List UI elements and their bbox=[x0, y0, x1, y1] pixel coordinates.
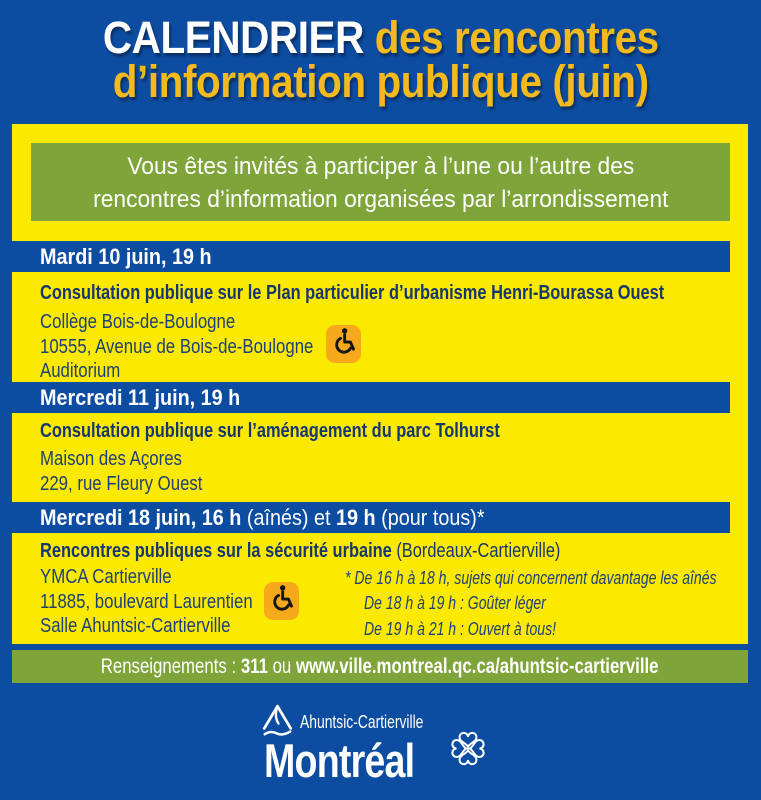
event1-address-line1: Collège Bois-de-Boulogne bbox=[40, 311, 236, 333]
borough-name: Ahuntsic-Cartierville bbox=[300, 711, 424, 732]
note-line1: * De 16 h à 18 h, sujets qui concernent davantage les aînés bbox=[345, 568, 717, 588]
note-line3: De 19 h à 21 h : Ouvert à tous! bbox=[364, 618, 557, 639]
note-line2: De 18 h à 19 h : Goûter léger bbox=[364, 593, 546, 614]
event3-schedule-notes bbox=[345, 566, 761, 642]
phone-number: 311 bbox=[241, 655, 269, 678]
info-bar-text bbox=[101, 650, 659, 683]
title-rest-line1: des rencontres bbox=[363, 12, 659, 63]
event3-address bbox=[40, 565, 293, 639]
asterisk: * bbox=[345, 568, 351, 588]
website-url: www.ville.montreal.qc.ca/ahuntsic-cartierville bbox=[296, 655, 659, 678]
event3-date-bar bbox=[0, 502, 730, 533]
event3-address-line3: Salle Ahuntsic-Cartierville bbox=[40, 615, 231, 637]
title-word-calendrier: CALENDRIER bbox=[102, 12, 364, 63]
event2-address-line1: Maison des Açores bbox=[40, 448, 182, 470]
wheelchair-icon bbox=[331, 327, 357, 361]
event1-date: Mardi 10 juin, 19 h bbox=[40, 244, 212, 269]
invitation-line-2: rencontres d’information organisées par l’arrondissement bbox=[92, 186, 669, 213]
info-label: Renseignements : bbox=[101, 655, 242, 678]
event3-address-line2: 11885, boulevard Laurentien bbox=[40, 590, 253, 613]
event1-address bbox=[40, 310, 365, 384]
invitation-line-1: Vous êtes invités à participer à l’une ou l’autre des bbox=[127, 153, 634, 180]
event1-date-bar bbox=[0, 241, 730, 272]
montreal-rosette-icon bbox=[446, 726, 490, 776]
title-line-1 bbox=[0, 12, 761, 63]
event3-title: Rencontres publiques sur la sécurité urbaine (Bordeaux-Cartierville) bbox=[40, 540, 561, 562]
event3-address-line1: YMCA Cartierville bbox=[40, 566, 172, 588]
montreal-wordmark: Montréal bbox=[264, 734, 415, 787]
event1-address-line2: 10555, Avenue de Bois-de-Boulogne bbox=[40, 335, 314, 358]
wheelchair-accessibility-badge bbox=[264, 582, 299, 620]
event2-title: Consultation publique sur l’aménagement du parc Tolhurst bbox=[40, 420, 500, 442]
info-bar bbox=[12, 650, 748, 683]
event2-address bbox=[40, 447, 233, 496]
event2-date: Mercredi 11 juin, 19 h bbox=[40, 385, 241, 410]
poster-title bbox=[0, 12, 761, 107]
title-line-2: d’information publique (juin) bbox=[112, 56, 649, 107]
event3-date: Mercredi 18 juin, 16 h (aînés) et 19 h (pour tous)* bbox=[40, 505, 485, 530]
event2-date-bar bbox=[0, 382, 730, 413]
wheelchair-icon bbox=[269, 584, 295, 618]
event1-address-line3: Auditorium bbox=[40, 360, 121, 382]
event1-title: Consultation publique sur le Plan particulier d’urbanisme Henri-Bourassa Ouest bbox=[40, 282, 665, 304]
wheelchair-accessibility-badge bbox=[326, 325, 361, 363]
event2-address-line2: 229, rue Fleury Ouest bbox=[40, 472, 203, 495]
info-connector: ou bbox=[268, 655, 297, 678]
invitation-banner bbox=[31, 143, 730, 221]
